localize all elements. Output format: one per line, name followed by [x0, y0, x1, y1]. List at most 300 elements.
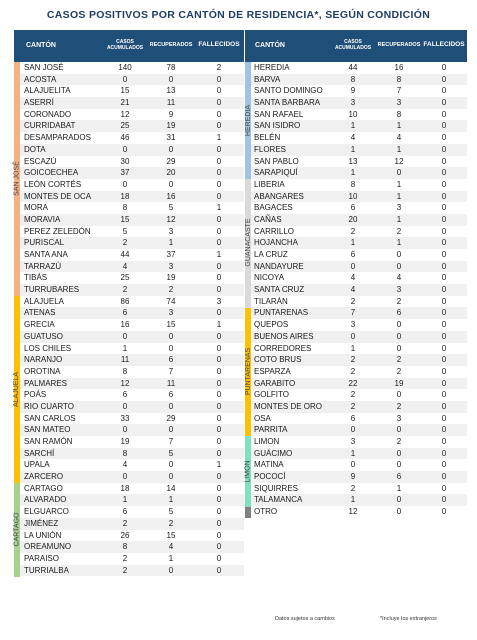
fallecidos-cell: 0: [216, 74, 222, 84]
table-row: [14, 471, 244, 483]
fallecidos-cell: 0: [216, 238, 222, 248]
fallecidos-cell: 0: [441, 250, 447, 259]
recuperados-cell: 1: [396, 191, 402, 201]
casos-cell: 0: [122, 179, 128, 189]
recuperados-cell: 78: [166, 63, 176, 72]
table-row: [245, 389, 467, 401]
recuperados-cell: 1: [168, 553, 174, 563]
table-row: [14, 366, 244, 378]
table-row: [14, 319, 244, 331]
fallecidos-cell: 0: [216, 472, 222, 482]
fallecidos-cell: 0: [216, 109, 222, 119]
header-fallecidos: FALLECIDOS: [423, 41, 465, 48]
recuperados-cell: 0: [396, 261, 402, 271]
table-row: [245, 471, 467, 483]
recuperados-cell: 0: [168, 401, 174, 411]
recuperados-cell: 1: [168, 495, 174, 505]
canton-cell: PARAISO: [24, 553, 59, 563]
casos-cell: 8: [350, 179, 356, 189]
recuperados-cell: 3: [396, 98, 402, 108]
canton-cell: HEREDIA: [254, 63, 290, 72]
casos-cell: 4: [350, 273, 356, 283]
canton-cell: SAN MATEO: [24, 425, 71, 435]
fallecidos-cell: 0: [216, 495, 222, 505]
casos-cell: 44: [120, 250, 130, 259]
table-row: [245, 62, 467, 74]
recuperados-cell: 19: [166, 273, 176, 283]
table-row: [14, 120, 244, 132]
recuperados-cell: 0: [168, 460, 174, 470]
casos-cell: 0: [350, 331, 356, 341]
recuperados-cell: 8: [396, 74, 402, 84]
canton-cell: OSA: [254, 413, 271, 423]
recuperados-cell: 3: [396, 203, 402, 213]
casos-cell: 6: [122, 390, 128, 400]
table-row: [14, 167, 244, 179]
casos-cell: 8: [122, 542, 128, 552]
recuperados-cell: 0: [168, 144, 174, 154]
casos-cell: 2: [350, 366, 356, 376]
fallecidos-cell: 0: [216, 355, 222, 365]
table-row: [14, 494, 244, 506]
fallecidos-cell: 0: [216, 156, 222, 166]
table-row: [245, 354, 467, 366]
canton-cell: TALAMANCA: [254, 495, 303, 505]
recuperados-cell: 0: [168, 425, 174, 435]
header-casos: [331, 39, 375, 51]
table-row: [14, 459, 244, 471]
recuperados-cell: 19: [166, 121, 176, 131]
recuperados-cell: 1: [396, 483, 402, 493]
table-row: [245, 494, 467, 506]
canton-cell: MONTES DE OCA: [24, 191, 92, 201]
table-row: [245, 319, 467, 331]
table-row: [245, 506, 467, 518]
recuperados-cell: 4: [396, 133, 402, 143]
table-row: [245, 74, 467, 86]
recuperados-cell: 0: [168, 331, 174, 341]
left-table-header: [14, 30, 244, 62]
table-row: [14, 518, 244, 530]
fallecidos-cell: 0: [216, 331, 222, 341]
canton-cell: LEÓN CORTÉS: [24, 179, 82, 189]
fallecidos-cell: 0: [216, 542, 222, 552]
casos-cell: 18: [120, 191, 130, 201]
recuperados-cell: 13: [166, 86, 176, 96]
casos-cell: 0: [122, 472, 128, 482]
canton-cell: SANTO DOMINGO: [254, 86, 323, 96]
table-row: [245, 261, 467, 273]
table-row: [14, 284, 244, 296]
fallecidos-cell: 0: [216, 366, 222, 376]
canton-cell: FLORES: [254, 144, 287, 154]
recuperados-cell: 8: [396, 109, 402, 119]
fallecidos-cell: 0: [216, 179, 222, 189]
casos-cell: 25: [120, 273, 130, 283]
table-row: [245, 424, 467, 436]
fallecidos-cell: 0: [216, 518, 222, 528]
canton-cell: ABANGARES: [254, 191, 304, 201]
table-row: [14, 343, 244, 355]
recuperados-cell: 0: [168, 565, 174, 575]
recuperados-cell: 16: [166, 191, 176, 201]
recuperados-cell: 11: [166, 98, 176, 108]
canton-cell: MONTES DE ORO: [254, 401, 323, 411]
table-row: [245, 366, 467, 378]
casos-cell: 15: [120, 214, 130, 224]
recuperados-cell: 0: [168, 472, 174, 482]
casos-cell: 1: [122, 495, 128, 505]
recuperados-cell: 0: [396, 448, 402, 458]
fallecidos-cell: 0: [216, 413, 222, 423]
casos-cell: 15: [120, 86, 130, 96]
casos-cell: 8: [122, 366, 128, 376]
canton-cell: ALAJUELA: [24, 296, 65, 306]
fallecidos-cell: 0: [216, 144, 222, 154]
casos-cell: 25: [120, 121, 130, 131]
casos-cell: 0: [350, 460, 356, 470]
recuperados-cell: 5: [168, 507, 174, 517]
canton-cell: OROTINA: [24, 366, 61, 376]
table-row: [14, 179, 244, 191]
casos-cell: 1: [350, 448, 356, 458]
casos-cell: 30: [120, 156, 130, 166]
fallecidos-cell: 0: [216, 553, 222, 563]
table-row: [14, 389, 244, 401]
casos-cell: 21: [120, 98, 130, 108]
recuperados-cell: 31: [166, 133, 176, 143]
table-row: [14, 144, 244, 156]
canton-cell: CORONADO: [24, 109, 72, 119]
recuperados-cell: 11: [166, 378, 176, 388]
recuperados-cell: 1: [396, 121, 402, 131]
fallecidos-cell: 0: [441, 109, 447, 119]
header-casos-line2: ACUMULADOS: [334, 45, 372, 51]
province-bar: [245, 507, 251, 519]
table-row: [245, 284, 467, 296]
casos-cell: 4: [350, 133, 356, 143]
fallecidos-cell: 0: [441, 401, 447, 411]
fallecidos-cell: 0: [216, 98, 222, 108]
left-table-body: [14, 62, 244, 577]
fallecidos-cell: 0: [216, 390, 222, 400]
recuperados-cell: 0: [396, 343, 402, 353]
table-row: [245, 226, 467, 238]
table-row: [245, 97, 467, 109]
fallecidos-cell: 0: [441, 273, 447, 283]
table-row: [14, 249, 244, 261]
recuperados-cell: 0: [396, 495, 402, 505]
casos-cell: 0: [122, 331, 128, 341]
canton-cell: RIO CUARTO: [24, 401, 74, 411]
canton-cell: QUEPOS: [254, 320, 289, 330]
recuperados-cell: 7: [168, 437, 174, 446]
fallecidos-cell: 0: [441, 460, 447, 470]
canton-cell: SANTA BARBARA: [254, 98, 321, 108]
table-row: [245, 202, 467, 214]
table-row: [14, 191, 244, 203]
table-row: [14, 296, 244, 308]
table-row: [245, 214, 467, 226]
recuperados-cell: 2: [396, 437, 402, 446]
fallecidos-cell: 0: [216, 530, 222, 540]
casos-cell: 0: [122, 74, 128, 84]
casos-cell: 12: [348, 507, 358, 517]
fallecidos-cell: 0: [441, 355, 447, 365]
casos-cell: 46: [120, 133, 130, 143]
casos-cell: 2: [122, 553, 128, 563]
canton-cell: OTRO: [254, 507, 278, 517]
casos-cell: 1: [350, 238, 356, 248]
table-row: [14, 214, 244, 226]
table-row: [245, 144, 467, 156]
fallecidos-cell: 0: [216, 507, 222, 517]
canton-cell: SAN PABLO: [254, 156, 299, 166]
casos-cell: 10: [348, 191, 358, 201]
table-row: [245, 132, 467, 144]
fallecidos-cell: 0: [216, 401, 222, 411]
fallecidos-cell: 1: [216, 250, 222, 259]
header-casos-line1: CASOS: [344, 39, 362, 45]
fallecidos-cell: 0: [441, 214, 447, 224]
table-row: [14, 413, 244, 425]
fallecidos-cell: 0: [216, 261, 222, 271]
fallecidos-cell: 0: [441, 261, 447, 271]
fallecidos-cell: 0: [441, 483, 447, 493]
table-row: [245, 483, 467, 495]
fallecidos-cell: 0: [441, 308, 447, 318]
canton-cell: COTO BRUS: [254, 355, 302, 365]
table-row: [14, 436, 244, 448]
table-row: [245, 120, 467, 132]
canton-cell: GARABITO: [254, 378, 296, 388]
fallecidos-cell: 0: [441, 448, 447, 458]
recuperados-cell: 19: [394, 378, 404, 388]
casos-cell: 7: [350, 308, 356, 318]
fallecidos-cell: 0: [216, 437, 222, 446]
recuperados-cell: 0: [396, 250, 402, 259]
recuperados-cell: 2: [396, 366, 402, 376]
canton-cell: SANTA ANA: [24, 250, 68, 259]
casos-cell: 0: [122, 425, 128, 435]
table-row: [14, 424, 244, 436]
casos-cell: 0: [122, 401, 128, 411]
fallecidos-cell: 0: [441, 238, 447, 248]
header-recuperados: RECUPERADOS: [149, 42, 193, 48]
canton-cell: ESPARZA: [254, 366, 291, 376]
recuperados-cell: 2: [396, 296, 402, 306]
fallecidos-cell: 0: [216, 121, 222, 131]
casos-cell: 8: [122, 203, 128, 213]
casos-cell: 2: [122, 285, 128, 295]
canton-cell: TURRIALBA: [24, 565, 69, 575]
casos-cell: 6: [350, 413, 356, 423]
casos-cell: 6: [350, 203, 356, 213]
fallecidos-cell: 0: [441, 226, 447, 236]
canton-cell: ALVARADO: [24, 495, 67, 505]
fallecidos-cell: 0: [441, 366, 447, 376]
canton-cell: SAN RAMÓN: [24, 437, 73, 446]
fallecidos-cell: 0: [441, 203, 447, 213]
table-row: [14, 448, 244, 460]
canton-cell: PUNTARENAS: [254, 308, 309, 318]
canton-cell: BAGACES: [254, 203, 293, 213]
canton-cell: SARCHÍ: [24, 448, 55, 458]
fallecidos-cell: 0: [216, 226, 222, 236]
table-row: [14, 261, 244, 273]
recuperados-cell: 29: [166, 413, 176, 423]
fallecidos-cell: 0: [441, 331, 447, 341]
canton-cell: DOTA: [24, 144, 46, 154]
fallecidos-cell: 0: [441, 63, 447, 72]
casos-cell: 0: [350, 261, 356, 271]
recuperados-cell: 7: [168, 366, 174, 376]
header-casos-line1: CASOS: [116, 39, 134, 45]
casos-cell: 2: [122, 238, 128, 248]
canton-cell: MORAVIA: [24, 214, 61, 224]
casos-cell: 18: [120, 483, 130, 493]
recuperados-cell: 3: [168, 226, 174, 236]
casos-cell: 2: [350, 226, 356, 236]
fallecidos-cell: 1: [216, 460, 222, 470]
casos-cell: 140: [118, 63, 132, 72]
casos-cell: 37: [120, 168, 130, 178]
canton-cell: OREAMUNO: [24, 542, 72, 552]
recuperados-cell: 0: [396, 460, 402, 470]
recuperados-cell: 14: [166, 483, 176, 493]
fallecidos-cell: 0: [441, 378, 447, 388]
casos-cell: 4: [122, 261, 128, 271]
canton-cell: UPALA: [24, 460, 50, 470]
recuperados-cell: 3: [168, 261, 174, 271]
recuperados-cell: 4: [168, 542, 174, 552]
casos-cell: 1: [350, 495, 356, 505]
table-row: [14, 85, 244, 97]
casos-cell: 16: [120, 320, 130, 330]
casos-cell: 2: [350, 355, 356, 365]
canton-cell: SARAPIQUÍ: [254, 168, 298, 178]
casos-cell: 1: [122, 343, 128, 353]
recuperados-cell: 29: [166, 156, 176, 166]
casos-cell: 44: [348, 63, 358, 72]
casos-cell: 10: [348, 109, 358, 119]
province-label: LIMON: [244, 459, 252, 483]
casos-cell: 20: [348, 214, 358, 224]
fallecidos-cell: 0: [216, 425, 222, 435]
fallecidos-cell: 0: [441, 495, 447, 505]
table-row: [14, 226, 244, 238]
footer-note: Datos sujetos a cambios: [275, 616, 335, 622]
page-title: CASOS POSITIVOS POR CANTÓN DE RESIDENCIA*, SEGÚN CONDICIÓN: [46, 9, 431, 21]
recuperados-cell: 20: [166, 168, 176, 178]
canton-cell: TARRAZÚ: [24, 261, 62, 271]
canton-cell: CARTAGO: [24, 483, 63, 493]
canton-cell: BARVA: [254, 74, 281, 84]
fallecidos-cell: 0: [216, 168, 222, 178]
fallecidos-cell: 0: [216, 565, 222, 575]
recuperados-cell: 6: [168, 390, 174, 400]
table-row: [245, 191, 467, 203]
fallecidos-cell: 1: [216, 320, 222, 330]
casos-cell: 6: [122, 507, 128, 517]
province-label: PUNTARENAS: [244, 347, 252, 396]
fallecidos-cell: 0: [216, 448, 222, 458]
fallecidos-cell: 0: [441, 472, 447, 482]
right-table-header: [245, 30, 467, 62]
casos-cell: 12: [120, 378, 130, 388]
casos-cell: 12: [120, 109, 130, 119]
canton-cell: POCOCÍ: [254, 472, 286, 482]
recuperados-cell: 1: [168, 238, 174, 248]
header-canton: CANTÓN: [255, 42, 285, 49]
canton-cell: LA CRUZ: [254, 250, 288, 259]
recuperados-cell: 74: [166, 296, 176, 306]
table-row: [245, 331, 467, 343]
canton-cell: NICOYA: [254, 273, 285, 283]
recuperados-cell: 1: [396, 238, 402, 248]
recuperados-cell: 7: [396, 86, 402, 96]
recuperados-cell: 0: [396, 320, 402, 330]
fallecidos-cell: 1: [216, 133, 222, 143]
fallecidos-cell: 2: [216, 63, 222, 72]
canton-cell: CAÑAS: [254, 214, 282, 224]
canton-cell: GOICOECHEA: [24, 168, 79, 178]
fallecidos-cell: 1: [216, 203, 222, 213]
recuperados-cell: 0: [168, 74, 174, 84]
casos-cell: 2: [122, 518, 128, 528]
recuperados-cell: 12: [394, 156, 404, 166]
fallecidos-cell: 0: [441, 320, 447, 330]
header-recuperados: RECUPERADOS: [377, 42, 421, 48]
casos-cell: 1: [350, 343, 356, 353]
table-row: [14, 109, 244, 121]
casos-cell: 86: [120, 296, 130, 306]
casos-cell: 22: [348, 378, 358, 388]
canton-cell: BUENOS AIRES: [254, 331, 314, 341]
fallecidos-cell: 0: [441, 168, 447, 178]
recuperados-cell: 2: [396, 226, 402, 236]
casos-cell: 2: [350, 483, 356, 493]
table-row: [245, 156, 467, 168]
recuperados-cell: 3: [396, 413, 402, 423]
canton-cell: PURISCAL: [24, 238, 65, 248]
canton-cell: SAN CARLOS: [24, 413, 76, 423]
table-row: [245, 343, 467, 355]
canton-cell: GUÁCIMO: [254, 448, 293, 458]
casos-cell: 33: [120, 413, 130, 423]
table-row: [245, 109, 467, 121]
recuperados-cell: 1: [396, 179, 402, 189]
canton-cell: PALMARES: [24, 378, 67, 388]
recuperados-cell: 12: [166, 214, 176, 224]
table-row: [14, 553, 244, 565]
fallecidos-cell: 0: [216, 191, 222, 201]
table-row: [14, 156, 244, 168]
table-row: [14, 74, 244, 86]
recuperados-cell: 5: [168, 448, 174, 458]
left-table: [14, 30, 244, 577]
fallecidos-cell: 0: [441, 390, 447, 400]
canton-cell: MATINA: [254, 460, 284, 470]
canton-cell: LIMON: [254, 437, 280, 446]
recuperados-cell: 0: [168, 179, 174, 189]
fallecidos-cell: 0: [441, 74, 447, 84]
fallecidos-cell: 0: [441, 296, 447, 306]
casos-cell: 2: [350, 401, 356, 411]
recuperados-cell: 15: [166, 530, 176, 540]
province-label: GUANACASTE: [244, 218, 252, 267]
canton-cell: NARANJO: [24, 355, 63, 365]
